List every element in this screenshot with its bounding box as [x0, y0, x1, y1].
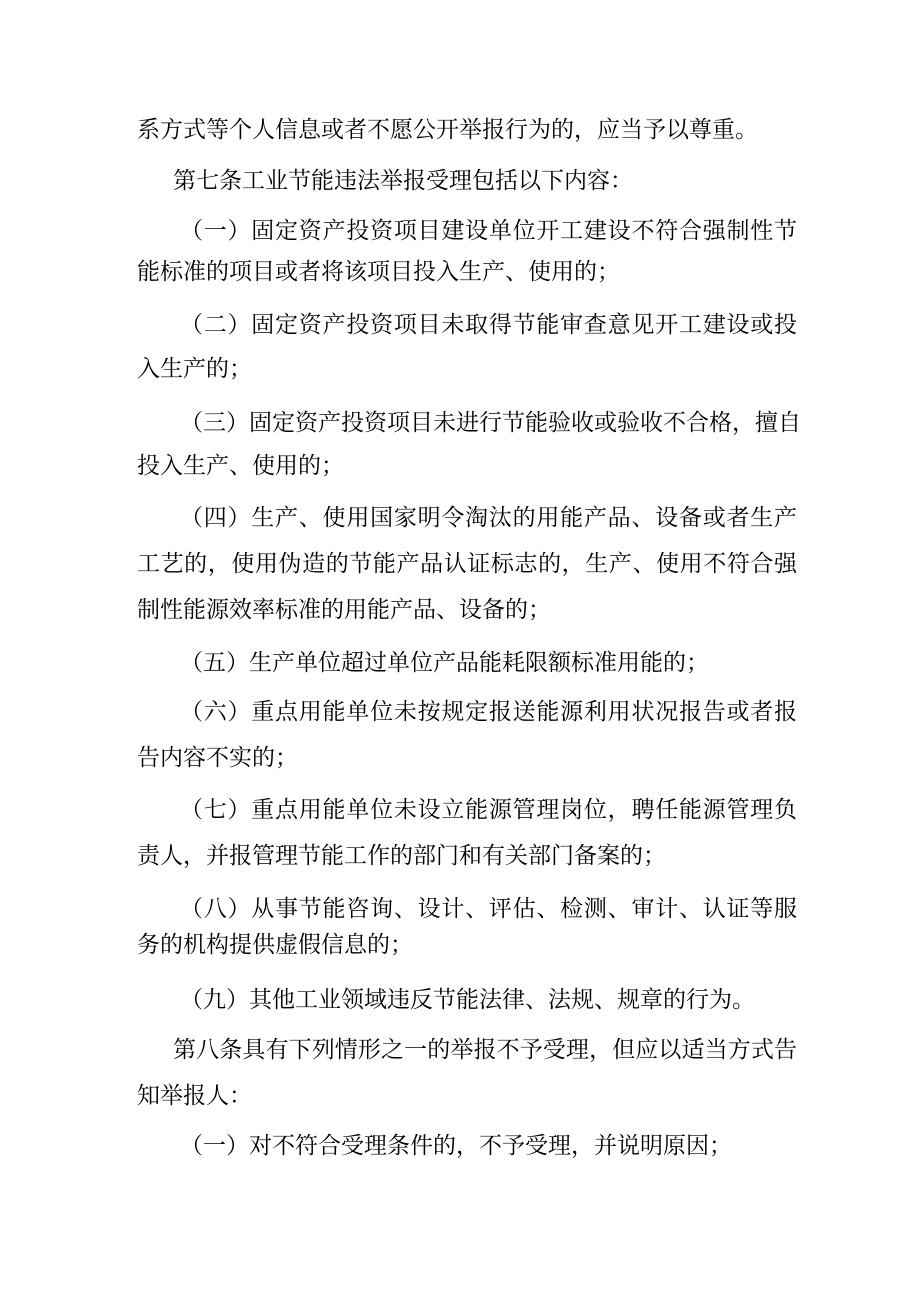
- item-3-line-2: 投入生产、使用的；: [137, 453, 344, 479]
- item-5-line-1: （五）生产单位超过单位产品能耗限额标准用能的；: [180, 650, 709, 676]
- item-4-line-3: 制性能源效率标准的用能产品、设备的；: [137, 597, 551, 623]
- item-1-line-2: 能标准的项目或者将该项目投入生产、使用的；: [137, 259, 620, 285]
- article-8-item-1-line-1: （一）对不符合受理条件的，不予受理，并说明原因；: [180, 1133, 732, 1159]
- article-8-line-1: 第八条具有下列情形之一的举报不予受理，但应以适当方式告: [173, 1037, 797, 1063]
- item-2-line-1: （二）固定资产投资项目未取得节能审查意见开工建设或投: [180, 312, 797, 338]
- item-4-line-1: （四）生产、使用国家明令淘汰的用能产品、设备或者生产: [180, 505, 797, 531]
- item-7-line-1: （七）重点用能单位未设立能源管理岗位，聘任能源管理负: [180, 797, 797, 823]
- text-line-1: 系方式等个人信息或者不愿公开举报行为的，应当予以尊重。: [137, 117, 758, 143]
- item-6-line-1: （六）重点用能单位未按规定报送能源利用状况报告或者报: [180, 699, 797, 725]
- item-8-line-2: 务的机构提供虚假信息的；: [137, 932, 413, 958]
- item-2-line-2: 入生产的；: [137, 356, 252, 382]
- item-6-line-2: 告内容不实的；: [137, 745, 298, 771]
- article-8-line-2: 知举报人：: [137, 1083, 252, 1109]
- item-8-line-1: （八）从事节能咨询、设计、评估、检测、审计、认证等服: [180, 896, 797, 922]
- article-7-heading: 第七条工业节能违法举报受理包括以下内容：: [173, 168, 633, 194]
- item-1-line-1: （一）固定资产投资项目建设单位开工建设不符合强制性节: [180, 218, 797, 244]
- item-7-line-2: 责人，并报管理节能工作的部门和有关部门备案的；: [137, 843, 666, 869]
- item-4-line-2: 工艺的，使用伪造的节能产品认证标志的，生产、使用不符合强: [137, 551, 797, 577]
- item-3-line-1: （三）固定资产投资项目未进行节能验收或验收不合格，擅自: [180, 410, 801, 436]
- item-9-line-1: （九）其他工业领域违反节能法律、法规、规章的行为。: [180, 987, 755, 1013]
